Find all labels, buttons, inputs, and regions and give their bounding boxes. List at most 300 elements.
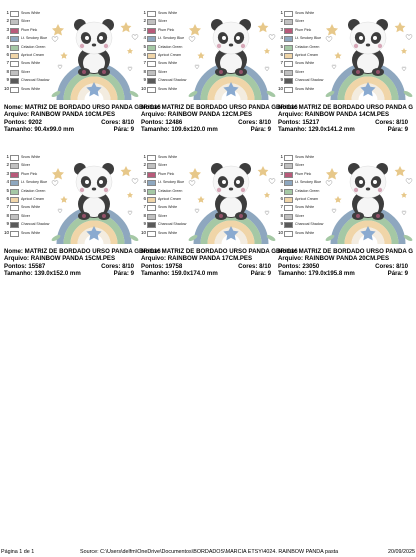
swatch-name: Charcoal Shadow bbox=[295, 78, 324, 83]
swatch-color-box bbox=[10, 61, 19, 67]
swatch-color-box bbox=[147, 205, 156, 211]
info-row-stitches bbox=[278, 119, 414, 126]
swatch-number: 4 bbox=[6, 179, 9, 185]
swatch-color-box bbox=[284, 172, 293, 178]
swatch-color-box bbox=[284, 70, 293, 76]
swatch-color-box bbox=[147, 28, 156, 34]
swatch-number: 8 bbox=[6, 212, 9, 218]
swatch-row bbox=[278, 188, 324, 196]
panda-rainbow-artwork bbox=[183, 152, 279, 248]
stitch-count: Pontos: 23050 bbox=[278, 262, 320, 270]
swatch-number: 4 bbox=[143, 35, 146, 41]
swatch-number: 9 bbox=[143, 77, 146, 83]
stitch-count: Pontos: 12486 bbox=[141, 118, 183, 126]
info-row-name bbox=[141, 104, 298, 111]
swatch-number: 5 bbox=[6, 43, 9, 49]
swatch-number: 2 bbox=[6, 18, 9, 24]
swatch-name: Charcoal Shadow bbox=[21, 222, 50, 227]
swatch-name: Snow White bbox=[158, 230, 178, 235]
design-file: Arquivo: RAINBOW PANDA 15CM.PES bbox=[4, 255, 116, 263]
design-name: Nome: MATRIZ DE BORDADO URSO PANDA GBR/C16 bbox=[4, 104, 161, 111]
swatch-row bbox=[278, 162, 324, 170]
color-count: Cores: 8/10 bbox=[238, 118, 271, 126]
stitch-count: Pontos: 9202 bbox=[4, 118, 42, 126]
swatch-number: 2 bbox=[280, 18, 283, 24]
swatch-name: Apricot Cream bbox=[295, 52, 318, 57]
swatch-number: 3 bbox=[6, 170, 9, 176]
swatch-row bbox=[278, 77, 324, 85]
panda-rainbow-artwork bbox=[183, 8, 279, 104]
swatch-name: Silver bbox=[158, 213, 167, 218]
info-row-file bbox=[278, 255, 414, 262]
swatch-color-box bbox=[10, 205, 19, 211]
swatch-number: 2 bbox=[143, 18, 146, 24]
swatch-number: 4 bbox=[143, 179, 146, 185]
swatch-name: Silver bbox=[295, 19, 304, 24]
swatch-number: 6 bbox=[280, 195, 283, 201]
design-file: Arquivo: RAINBOW PANDA 17CM.PES bbox=[141, 255, 253, 263]
swatch-row bbox=[278, 52, 324, 60]
swatch-row bbox=[278, 179, 324, 187]
swatch-row bbox=[141, 230, 187, 238]
swatch-color-box bbox=[147, 87, 156, 93]
panda-rainbow-artwork bbox=[320, 8, 416, 104]
swatch-row bbox=[141, 10, 187, 18]
swatch-name: Silver bbox=[295, 163, 304, 168]
swatch-name: Lt. Smokey Blue bbox=[158, 180, 185, 185]
swatch-number: 8 bbox=[6, 68, 9, 74]
swatch-name: Plum Pink bbox=[295, 171, 312, 176]
swatch-color-box bbox=[147, 11, 156, 17]
design-name: Nome: MATRIZ DE BORDADO URSO PANDA G bbox=[278, 104, 413, 111]
info-row-stitches bbox=[278, 263, 414, 270]
swatch-name: Snow White bbox=[295, 230, 315, 235]
swatch-color-box bbox=[284, 214, 293, 220]
swatch-row bbox=[141, 27, 187, 35]
swatch-name: Plum Pink bbox=[295, 27, 312, 32]
design-card bbox=[4, 150, 161, 300]
swatch-row bbox=[4, 188, 50, 196]
swatch-number: 9 bbox=[143, 221, 146, 227]
swatch-row bbox=[141, 86, 187, 94]
swatch-name: Celadon Green bbox=[295, 188, 320, 193]
swatch-color-box bbox=[10, 189, 19, 195]
design-file: Arquivo: RAINBOW PANDA 20CM.PES bbox=[278, 255, 390, 263]
swatch-number: 1 bbox=[280, 154, 283, 159]
stitch-count: Pontos: 15217 bbox=[278, 118, 320, 126]
swatch-row bbox=[278, 171, 324, 179]
design-name: Nome: MATRIZ DE BORDADO URSO PANDA G bbox=[278, 248, 413, 255]
swatch-number: 8 bbox=[143, 68, 146, 74]
swatch-name: Apricot Cream bbox=[21, 52, 44, 57]
design-size: Tamanho: 129.0x141.2 mm bbox=[278, 126, 355, 134]
swatch-color-box bbox=[147, 155, 156, 161]
swatch-row bbox=[278, 154, 324, 162]
color-count: Cores: 8/10 bbox=[375, 118, 408, 126]
swatch-name: Snow White bbox=[21, 155, 41, 159]
color-count: Cores: 8/10 bbox=[101, 118, 134, 126]
design-size: Tamanho: 179.0x195.8 mm bbox=[278, 270, 355, 278]
stitch-count: Pontos: 15587 bbox=[4, 262, 46, 270]
swatch-row bbox=[4, 52, 50, 60]
swatch-number: 7 bbox=[280, 60, 283, 66]
swatch-number: 6 bbox=[143, 195, 146, 201]
swatch-number: 5 bbox=[143, 187, 146, 193]
info-row-stitches bbox=[4, 263, 140, 270]
swatch-number: 4 bbox=[280, 179, 283, 185]
swatch-name: Snow White bbox=[295, 205, 315, 210]
swatch-name: Snow White bbox=[21, 230, 41, 235]
swatch-color-box bbox=[147, 214, 156, 220]
swatch-color-box bbox=[284, 231, 293, 237]
swatch-color-box bbox=[10, 87, 19, 93]
swatch-row bbox=[141, 179, 187, 187]
swatch-color-box bbox=[284, 189, 293, 195]
swatch-color-box bbox=[147, 189, 156, 195]
info-row-stitches bbox=[4, 119, 140, 126]
swatch-row bbox=[141, 52, 187, 60]
info-row-name bbox=[278, 248, 414, 255]
design-name: Nome: MATRIZ DE BORDADO URSO PANDA GBR/C16 bbox=[141, 104, 298, 111]
swatch-name: Plum Pink bbox=[21, 171, 38, 176]
swatch-number: 1 bbox=[280, 10, 283, 15]
swatch-name: Plum Pink bbox=[158, 171, 175, 176]
swatch-row bbox=[4, 18, 50, 26]
swatch-row bbox=[4, 77, 50, 85]
panda-rainbow-artwork bbox=[46, 152, 142, 248]
color-count: Cores: 8/10 bbox=[375, 262, 408, 270]
design-info bbox=[141, 104, 298, 134]
swatch-row bbox=[141, 196, 187, 204]
swatch-color-box bbox=[284, 78, 293, 84]
info-row-name bbox=[4, 104, 161, 111]
swatch-color-box bbox=[147, 172, 156, 178]
swatch-row bbox=[141, 35, 187, 43]
swatch-row bbox=[4, 171, 50, 179]
stop-count: Pára: 9 bbox=[113, 270, 134, 278]
swatch-row bbox=[141, 44, 187, 52]
design-size: Tamanho: 159.0x174.0 mm bbox=[141, 270, 218, 278]
info-row-name bbox=[278, 104, 414, 111]
design-info bbox=[278, 248, 414, 278]
info-row-stitches bbox=[141, 119, 277, 126]
swatch-color-box bbox=[10, 197, 19, 203]
swatch-row bbox=[278, 69, 324, 77]
info-row-file bbox=[141, 111, 277, 118]
swatch-color-box bbox=[147, 36, 156, 42]
swatch-number: 10 bbox=[141, 85, 147, 91]
swatch-color-box bbox=[147, 78, 156, 84]
swatch-name: Charcoal Shadow bbox=[158, 222, 187, 227]
swatch-color-box bbox=[10, 78, 19, 84]
swatch-row bbox=[141, 221, 187, 229]
swatch-name: Apricot Cream bbox=[295, 196, 318, 201]
swatch-row bbox=[4, 44, 50, 52]
swatch-name: Charcoal Shadow bbox=[158, 78, 187, 83]
swatch-number: 2 bbox=[280, 162, 283, 168]
swatch-color-box bbox=[284, 28, 293, 34]
page-footer bbox=[0, 547, 416, 557]
swatch-row bbox=[278, 196, 324, 204]
swatch-name: Snow White bbox=[158, 61, 178, 66]
swatch-color-box bbox=[10, 222, 19, 228]
design-card bbox=[278, 6, 414, 156]
swatch-color-box bbox=[10, 28, 19, 34]
info-row-size bbox=[141, 126, 277, 133]
swatch-name: Charcoal Shadow bbox=[295, 222, 324, 227]
swatch-number: 5 bbox=[143, 43, 146, 49]
design-file: Arquivo: RAINBOW PANDA 10CM.PES bbox=[4, 111, 116, 119]
swatch-number: 8 bbox=[143, 212, 146, 218]
swatch-row bbox=[278, 221, 324, 229]
swatch-row bbox=[278, 44, 324, 52]
swatch-row bbox=[141, 69, 187, 77]
swatch-row bbox=[4, 196, 50, 204]
info-row-stitches bbox=[141, 263, 277, 270]
color-swatch-list bbox=[141, 154, 187, 238]
swatch-color-box bbox=[284, 36, 293, 42]
swatch-name: Lt. Smokey Blue bbox=[158, 36, 185, 41]
swatch-number: 10 bbox=[4, 85, 10, 91]
info-row-size bbox=[4, 270, 140, 277]
stop-count: Pára: 9 bbox=[387, 126, 408, 134]
swatch-name: Lt. Smokey Blue bbox=[21, 36, 48, 41]
swatch-row bbox=[4, 35, 50, 43]
swatch-name: Snow White bbox=[21, 11, 41, 15]
swatch-name: Snow White bbox=[158, 205, 178, 210]
swatch-row bbox=[4, 204, 50, 212]
color-swatch-list bbox=[141, 10, 187, 94]
swatch-row bbox=[4, 213, 50, 221]
swatch-name: Snow White bbox=[21, 86, 41, 91]
design-size: Tamanho: 139.0x152.0 mm bbox=[4, 270, 81, 278]
swatch-number: 5 bbox=[280, 187, 283, 193]
swatch-number: 9 bbox=[6, 77, 9, 83]
swatch-row bbox=[141, 162, 187, 170]
swatch-name: Snow White bbox=[158, 155, 178, 159]
swatch-row bbox=[141, 171, 187, 179]
swatch-row bbox=[4, 179, 50, 187]
swatch-color-box bbox=[10, 214, 19, 220]
color-swatch-list bbox=[278, 154, 324, 238]
swatch-name: Snow White bbox=[21, 61, 41, 66]
swatch-name: Celadon Green bbox=[21, 44, 46, 49]
swatch-color-box bbox=[10, 163, 19, 169]
swatch-number: 8 bbox=[280, 212, 283, 218]
swatch-row bbox=[4, 221, 50, 229]
swatch-name: Silver bbox=[21, 19, 30, 24]
swatch-color-box bbox=[284, 180, 293, 186]
swatch-color-box bbox=[10, 231, 19, 237]
panda-rainbow-artwork bbox=[46, 8, 142, 104]
swatch-row bbox=[278, 86, 324, 94]
swatch-color-box bbox=[10, 70, 19, 76]
swatch-number: 4 bbox=[6, 35, 9, 41]
swatch-number: 3 bbox=[6, 26, 9, 32]
swatch-name: Snow White bbox=[295, 61, 315, 66]
info-row-name bbox=[141, 248, 298, 255]
swatch-color-box bbox=[10, 155, 19, 161]
swatch-color-box bbox=[284, 19, 293, 25]
swatch-number: 3 bbox=[280, 26, 283, 32]
swatch-color-box bbox=[147, 163, 156, 169]
info-row-file bbox=[278, 111, 414, 118]
stop-count: Pára: 9 bbox=[250, 126, 271, 134]
swatch-color-box bbox=[284, 53, 293, 59]
swatch-row bbox=[4, 154, 50, 162]
swatch-color-box bbox=[147, 222, 156, 228]
color-count: Cores: 8/10 bbox=[101, 262, 134, 270]
color-swatch-list bbox=[278, 10, 324, 94]
design-file: Arquivo: RAINBOW PANDA 12CM.PES bbox=[141, 111, 253, 119]
color-swatch-list bbox=[4, 10, 50, 94]
swatch-name: Silver bbox=[158, 19, 167, 24]
swatch-name: Silver bbox=[158, 69, 167, 74]
swatch-row bbox=[278, 60, 324, 68]
design-name: Nome: MATRIZ DE BORDADO URSO PANDA GBR/C16 bbox=[141, 248, 298, 255]
swatch-row bbox=[4, 162, 50, 170]
swatch-color-box bbox=[147, 53, 156, 59]
swatch-color-box bbox=[284, 45, 293, 51]
swatch-row bbox=[4, 27, 50, 35]
swatch-name: Plum Pink bbox=[158, 27, 175, 32]
swatch-number: 6 bbox=[280, 51, 283, 57]
swatch-name: Snow White bbox=[295, 11, 315, 15]
design-card bbox=[141, 150, 298, 300]
design-info bbox=[4, 104, 161, 134]
info-row-file bbox=[141, 255, 277, 262]
panda-rainbow-artwork bbox=[320, 152, 416, 248]
swatch-name: Snow White bbox=[21, 205, 41, 210]
swatch-name: Silver bbox=[295, 69, 304, 74]
swatch-name: Silver bbox=[158, 163, 167, 168]
swatch-number: 6 bbox=[143, 51, 146, 57]
swatch-color-box bbox=[147, 231, 156, 237]
swatch-number: 7 bbox=[6, 60, 9, 66]
design-card bbox=[141, 6, 298, 156]
swatch-name: Celadon Green bbox=[158, 188, 183, 193]
swatch-name: Celadon Green bbox=[295, 44, 320, 49]
swatch-color-box bbox=[284, 163, 293, 169]
swatch-color-box bbox=[147, 70, 156, 76]
swatch-number: 5 bbox=[6, 187, 9, 193]
swatch-name: Lt. Smokey Blue bbox=[295, 180, 322, 185]
design-size: Tamanho: 90.4x99.0 mm bbox=[4, 126, 74, 134]
print-date: 20/09/2025 bbox=[388, 549, 415, 555]
swatch-color-box bbox=[10, 45, 19, 51]
swatch-name: Charcoal Shadow bbox=[21, 78, 50, 83]
swatch-number: 10 bbox=[4, 229, 10, 235]
swatch-color-box bbox=[10, 172, 19, 178]
swatch-number: 9 bbox=[6, 221, 9, 227]
swatch-name: Snow White bbox=[158, 86, 178, 91]
swatch-number: 4 bbox=[280, 35, 283, 41]
swatch-number: 10 bbox=[278, 229, 284, 235]
swatch-number: 1 bbox=[6, 10, 9, 15]
design-file: Arquivo: RAINBOW PANDA 14CM.PES bbox=[278, 111, 390, 119]
design-info bbox=[141, 248, 298, 278]
swatch-row bbox=[278, 10, 324, 18]
swatch-number: 5 bbox=[280, 43, 283, 49]
swatch-row bbox=[4, 230, 50, 238]
swatch-color-box bbox=[147, 19, 156, 25]
swatch-row bbox=[141, 204, 187, 212]
swatch-name: Snow White bbox=[295, 155, 315, 159]
swatch-number: 9 bbox=[280, 77, 283, 83]
info-row-size bbox=[141, 270, 277, 277]
swatch-number: 3 bbox=[143, 26, 146, 32]
swatch-row bbox=[278, 35, 324, 43]
swatch-name: Lt. Smokey Blue bbox=[295, 36, 322, 41]
swatch-color-box bbox=[284, 61, 293, 67]
swatch-color-box bbox=[10, 11, 19, 17]
info-row-size bbox=[4, 126, 140, 133]
swatch-row bbox=[4, 10, 50, 18]
info-row-file bbox=[4, 111, 140, 118]
swatch-row bbox=[278, 27, 324, 35]
swatch-color-box bbox=[284, 197, 293, 203]
swatch-name: Lt. Smokey Blue bbox=[21, 180, 48, 185]
swatch-number: 7 bbox=[280, 204, 283, 210]
swatch-name: Celadon Green bbox=[158, 44, 183, 49]
swatch-number: 3 bbox=[280, 170, 283, 176]
design-info bbox=[278, 104, 414, 134]
swatch-name: Silver bbox=[21, 163, 30, 168]
swatch-row bbox=[278, 204, 324, 212]
design-name: Nome: MATRIZ DE BORDADO URSO PANDA GBR/C16 bbox=[4, 248, 161, 255]
swatch-name: Snow White bbox=[295, 86, 315, 91]
swatch-number: 6 bbox=[6, 195, 9, 201]
design-card bbox=[278, 150, 414, 300]
stop-count: Pára: 9 bbox=[250, 270, 271, 278]
swatch-color-box bbox=[147, 197, 156, 203]
swatch-color-box bbox=[147, 180, 156, 186]
swatch-row bbox=[141, 188, 187, 196]
swatch-color-box bbox=[284, 155, 293, 161]
swatch-number: 1 bbox=[6, 154, 9, 159]
design-size: Tamanho: 109.6x120.0 mm bbox=[141, 126, 218, 134]
info-row-name bbox=[4, 248, 161, 255]
swatch-name: Apricot Cream bbox=[158, 196, 181, 201]
swatch-name: Silver bbox=[21, 69, 30, 74]
info-row-file bbox=[4, 255, 140, 262]
swatch-number: 9 bbox=[280, 221, 283, 227]
swatch-color-box bbox=[284, 87, 293, 93]
swatch-name: Snow White bbox=[158, 11, 178, 15]
swatch-row bbox=[141, 60, 187, 68]
design-card bbox=[4, 6, 161, 156]
swatch-row bbox=[278, 213, 324, 221]
swatch-number: 10 bbox=[141, 229, 147, 235]
info-row-size bbox=[278, 126, 414, 133]
stitch-count: Pontos: 19758 bbox=[141, 262, 183, 270]
swatch-color-box bbox=[10, 19, 19, 25]
swatch-color-box bbox=[284, 11, 293, 17]
swatch-name: Celadon Green bbox=[21, 188, 46, 193]
swatch-number: 1 bbox=[143, 154, 146, 159]
swatch-number: 2 bbox=[6, 162, 9, 168]
swatch-name: Plum Pink bbox=[21, 27, 38, 32]
swatch-name: Silver bbox=[21, 213, 30, 218]
source-path: Source: C:\Users\delfm\OneDrive\Documentos\BORDADOS\MARCIA ETSY\4024. RAINBOW PANDA pasta bbox=[80, 549, 339, 555]
swatch-number: 6 bbox=[6, 51, 9, 57]
stop-count: Pára: 9 bbox=[113, 126, 134, 134]
swatch-number: 10 bbox=[278, 85, 284, 91]
swatch-row bbox=[141, 213, 187, 221]
swatch-name: Apricot Cream bbox=[158, 52, 181, 57]
swatch-number: 8 bbox=[280, 68, 283, 74]
swatch-number: 7 bbox=[6, 204, 9, 210]
